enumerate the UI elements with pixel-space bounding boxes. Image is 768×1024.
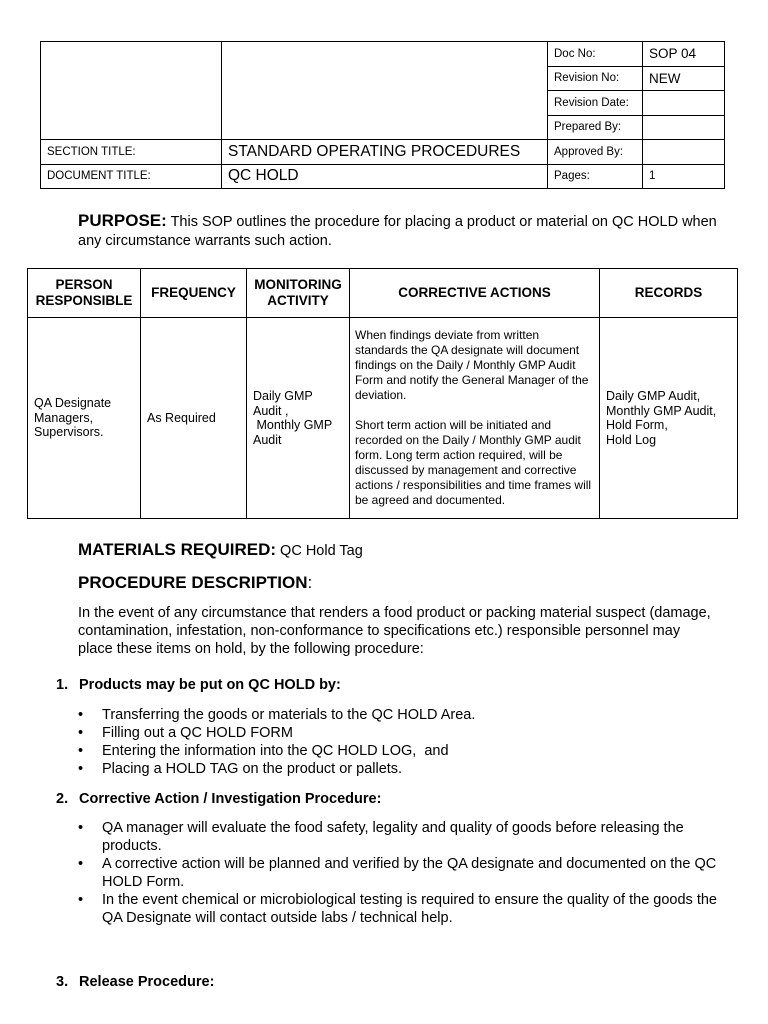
- records-line: Hold Form,: [606, 418, 668, 432]
- prepared-by-value: [643, 115, 725, 140]
- step-1-bullets: [78, 706, 728, 778]
- frequency-cell: As Required: [141, 318, 247, 519]
- monitoring-line: Daily GMP: [253, 389, 313, 403]
- person-line: QA Designate: [34, 396, 112, 411]
- approved-by-value: [643, 140, 725, 165]
- col-header-records: RECORDS: [600, 269, 738, 318]
- step-2-bullets: [78, 819, 728, 927]
- monitoring-line: Audit ,: [253, 403, 289, 418]
- pages-label: Pages:: [548, 164, 643, 189]
- corrective-paragraph: Short term action will be initiated and recorded on the Daily / Monthly GMP audit form. Long term action required, will be discussed by management and corrective actions / responsibilities and time frames will be agreed and documented.: [355, 418, 592, 507]
- step-number: 1.: [56, 677, 69, 693]
- purpose-paragraph: [78, 211, 728, 251]
- responsibility-table: [27, 268, 738, 519]
- bullet-icon: •: [78, 761, 84, 777]
- step-heading: [56, 791, 381, 807]
- bullet-icon: •: [78, 707, 84, 723]
- records-line: Monthly GMP Audit,: [606, 403, 717, 418]
- approved-by-label: Approved By:: [548, 140, 643, 165]
- corrective-paragraph: When findings deviate from written standards the QA designate will document findings on the Daily / Monthly GMP Audit Form and notify the General Manager of the deviation.: [355, 328, 589, 402]
- revision-date-label: Revision Date:: [548, 91, 643, 116]
- person-responsible-cell: [28, 318, 141, 519]
- person-line: Managers,: [34, 410, 94, 425]
- list-item: • Transferring the goods or materials to the QC HOLD Area.: [78, 707, 476, 723]
- step-title: Products may be put on QC HOLD by:: [79, 677, 341, 693]
- step-heading: [56, 974, 214, 990]
- bullet-icon: •: [78, 743, 84, 759]
- purpose-label: PURPOSE:: [78, 211, 167, 230]
- document-header-table: [40, 41, 725, 189]
- doc-no-value: SOP 04: [643, 42, 725, 67]
- pages-value: 1: [643, 164, 725, 189]
- section-title-label: SECTION TITLE:: [41, 140, 222, 165]
- monitoring-cell: [247, 318, 350, 519]
- col-header-person: PERSON RESPONSIBLE: [28, 269, 141, 318]
- step-heading: [56, 677, 341, 693]
- bullet-icon: •: [78, 820, 84, 836]
- list-item: • A corrective action will be planned and verified by the QA designate and documented on the QC HOLD Form.: [78, 856, 717, 890]
- step-number: 3.: [56, 974, 69, 990]
- revision-no-value: NEW: [643, 66, 725, 91]
- step-title: Release Procedure:: [79, 974, 215, 990]
- bullet-icon: •: [78, 725, 84, 741]
- purpose-text: This SOP outlines the procedure for placing a product or material on QC HOLD when any circumstance warrants such action.: [78, 214, 717, 249]
- step-number: 2.: [56, 791, 69, 807]
- procedure-heading: [78, 573, 312, 593]
- list-item: • QA manager will evaluate the food safety, legality and quality of goods before releasing the products.: [78, 820, 684, 854]
- materials-value: QC Hold Tag: [276, 543, 363, 559]
- bullet-icon: •: [78, 892, 84, 908]
- procedure-label: PROCEDURE DESCRIPTION: [78, 573, 308, 592]
- list-item: • Filling out a QC HOLD FORM: [78, 725, 293, 741]
- records-line: Hold Log: [606, 432, 657, 447]
- header-blank-cell: [41, 42, 222, 140]
- revision-no-label: Revision No:: [548, 66, 643, 91]
- materials-required: [78, 540, 363, 560]
- col-header-frequency: FREQUENCY: [141, 269, 247, 318]
- step-title: Corrective Action / Investigation Procedure:: [79, 791, 382, 807]
- records-cell: [600, 318, 738, 519]
- prepared-by-label: Prepared By:: [548, 115, 643, 140]
- bullet-icon: •: [78, 856, 84, 872]
- records-line: Daily GMP Audit,: [606, 389, 701, 403]
- monitoring-line: Audit: [253, 432, 282, 447]
- list-item: • Entering the information into the QC HOLD LOG, and: [78, 743, 449, 759]
- document-title-value: QC HOLD: [222, 164, 548, 189]
- col-header-corrective: CORRECTIVE ACTIONS: [350, 269, 600, 318]
- col-header-monitoring: MONITORING ACTIVITY: [247, 269, 350, 318]
- corrective-actions-cell: [350, 318, 600, 519]
- section-title-value: STANDARD OPERATING PROCEDURES: [222, 140, 548, 165]
- procedure-colon: :: [307, 573, 313, 592]
- header-logo-cell: [222, 42, 548, 140]
- person-line: Supervisors.: [34, 425, 104, 440]
- monitoring-line: Monthly GMP: [253, 418, 333, 432]
- procedure-intro: In the event of any circumstance that renders a food product or packing material suspect (damage, contamination, infestation, non-conformance to specifications etc.) responsible personnel may place these items on hold, by the following procedure:: [78, 605, 711, 657]
- materials-label: MATERIALS REQUIRED:: [78, 540, 277, 559]
- doc-no-label: Doc No:: [548, 42, 643, 67]
- revision-date-value: [643, 91, 725, 116]
- document-title-label: DOCUMENT TITLE:: [41, 164, 222, 189]
- list-item: • Placing a HOLD TAG on the product or pallets.: [78, 761, 403, 777]
- list-item: • In the event chemical or microbiological testing is required to ensure the quality of the goods the QA Designate will contact outside labs / technical help.: [78, 892, 717, 926]
